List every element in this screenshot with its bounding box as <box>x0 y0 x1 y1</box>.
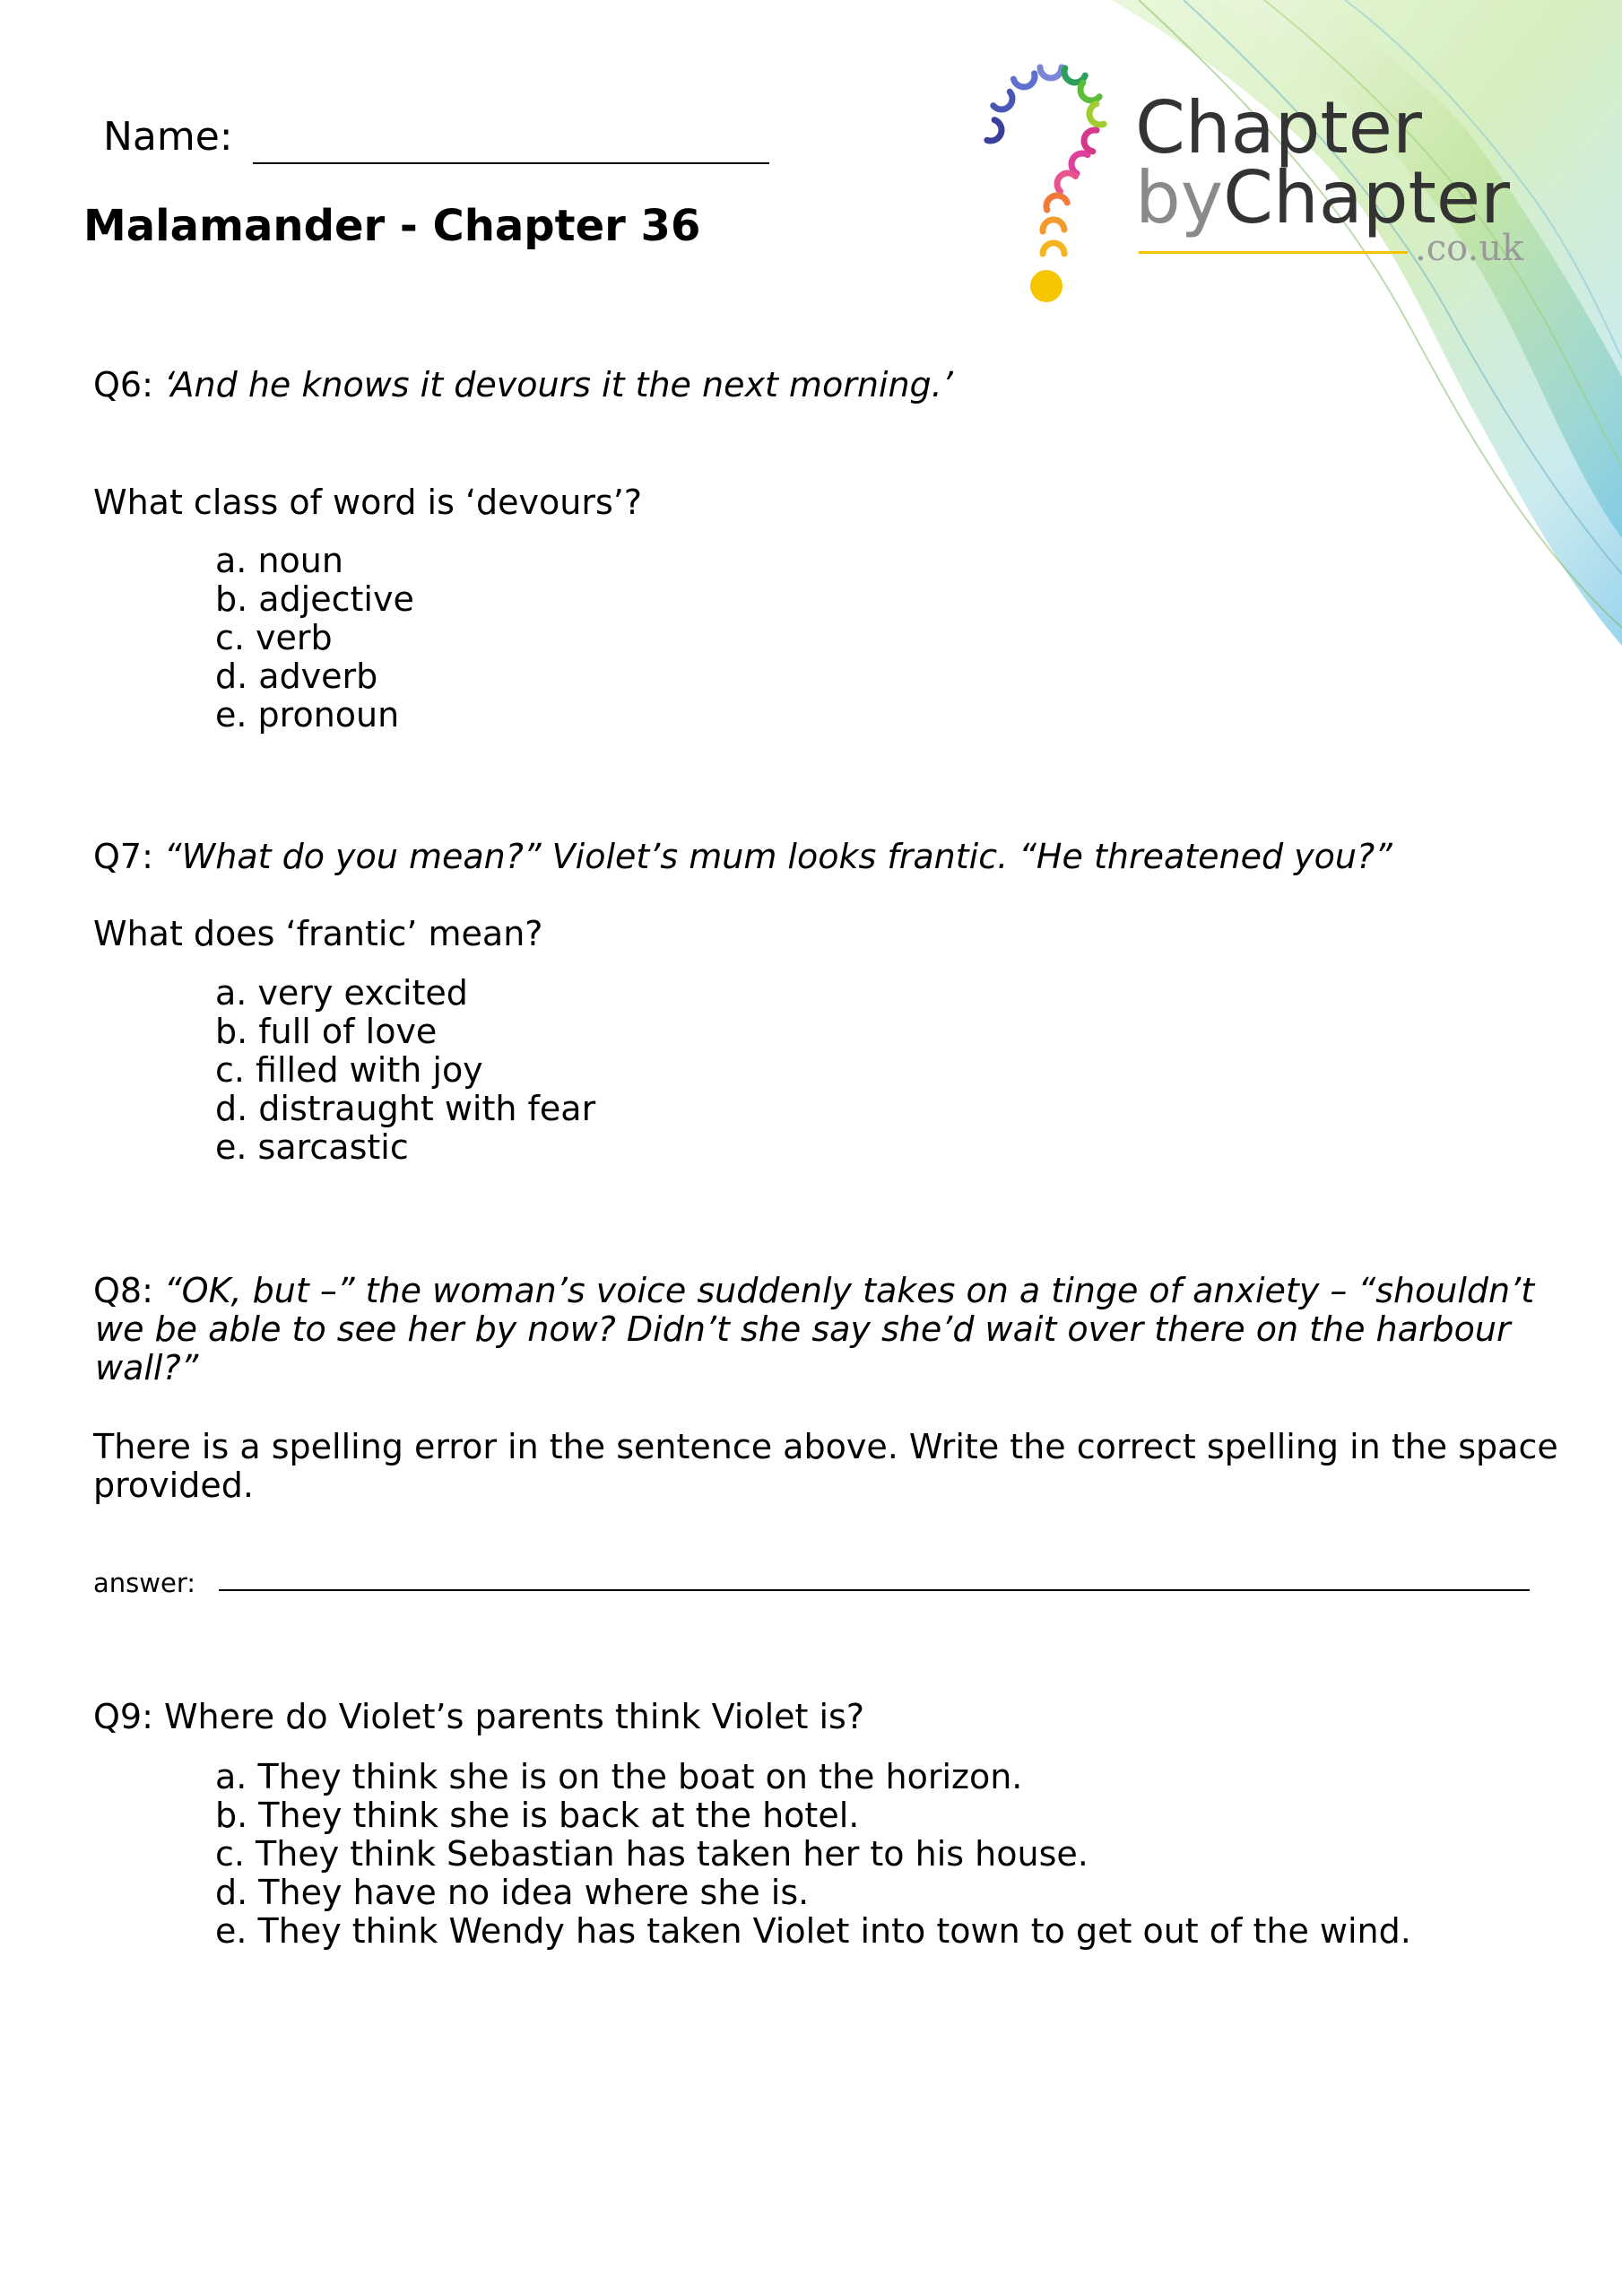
question-9-options <box>215 1758 1411 1951</box>
question-6-option-e[interactable]: e. pronoun <box>215 695 400 735</box>
question-7-label: Q7: <box>93 837 153 876</box>
question-8-quote-line-2: we be able to see her by now? Didn’t she say she’d wait over there on the harbour <box>95 1309 1511 1349</box>
logo-dot <box>1030 270 1063 302</box>
question-6-label: Q6: <box>93 365 153 404</box>
question-9-option-c[interactable]: c. They think Sebastian has taken her to his house. <box>215 1834 1089 1874</box>
chapter-by-chapter-logo-icon <box>964 49 1125 309</box>
answer-input-line[interactable] <box>219 1589 1530 1591</box>
question-9-option-e[interactable]: e. They think Wendy has taken Violet into town to get out of the wind. <box>215 1911 1411 1951</box>
question-9-stem <box>93 1698 864 1736</box>
question-6-prompt: What class of word is ‘devours’? <box>93 483 643 522</box>
question-7-options <box>215 974 595 1167</box>
question-6-option-a[interactable]: a. noun <box>215 541 343 580</box>
question-8-quote-line-1: “OK, but –” the woman’s voice suddenly takes on a tinge of anxiety – “shouldn’t <box>163 1271 1535 1310</box>
question-7-quote: “What do you mean?” Violet’s mum looks frantic. “He threatened you?” <box>163 837 1392 876</box>
question-9-option-d[interactable]: d. They have no idea where she is. <box>215 1873 810 1912</box>
name-label: Name: <box>103 114 233 160</box>
question-9-label: Q9: <box>93 1697 153 1736</box>
question-7-prompt: What does ‘frantic’ mean? <box>93 914 543 953</box>
logo-accent-rule <box>1139 251 1408 254</box>
logo-chapter: Chapter <box>1223 156 1510 239</box>
logo-line-1: Chapter <box>1135 86 1422 170</box>
question-8-prompt-line-1: There is a spelling error in the sentence above. Write the correct spelling in the space <box>93 1427 1558 1466</box>
question-9-option-a[interactable]: a. They think she is on the boat on the horizon. <box>215 1757 1023 1796</box>
question-6-option-c[interactable]: c. verb <box>215 618 333 657</box>
question-6-option-b[interactable]: b. adjective <box>215 579 414 619</box>
logo-domain: .co.uk <box>1415 228 1524 269</box>
question-7-option-b[interactable]: b. full of love <box>215 1012 438 1051</box>
question-8-label: Q8: <box>93 1271 153 1310</box>
question-8-prompt-line-2: provided. <box>93 1465 254 1505</box>
question-9-option-b[interactable]: b. They think she is back at the hotel. <box>215 1796 860 1835</box>
question-6-options <box>215 542 414 735</box>
question-7-option-a[interactable]: a. very excited <box>215 973 468 1013</box>
question-7-option-d[interactable]: d. distraught with fear <box>215 1089 596 1128</box>
question-7-option-e[interactable]: e. sarcastic <box>215 1127 409 1167</box>
question-7-option-c[interactable]: c. filled with joy <box>215 1050 483 1090</box>
answer-label: answer: <box>93 1568 196 1598</box>
question-7-stem <box>93 838 1392 876</box>
question-6-quote: ‘And he knows it devours it the next morning.’ <box>163 365 953 404</box>
logo-by: by <box>1135 156 1224 239</box>
question-8-stem-line-1 <box>93 1272 1534 1310</box>
question-6-stem <box>93 366 953 404</box>
name-input-line[interactable] <box>253 162 769 164</box>
logo-line-2 <box>1135 156 1510 239</box>
question-9-prompt: Where do Violet’s parents think Violet is? <box>163 1697 865 1736</box>
question-8-quote-line-3: wall?” <box>95 1348 199 1387</box>
question-6-option-d[interactable]: d. adverb <box>215 657 378 696</box>
worksheet-title: Malamander - Chapter 36 <box>83 201 701 251</box>
